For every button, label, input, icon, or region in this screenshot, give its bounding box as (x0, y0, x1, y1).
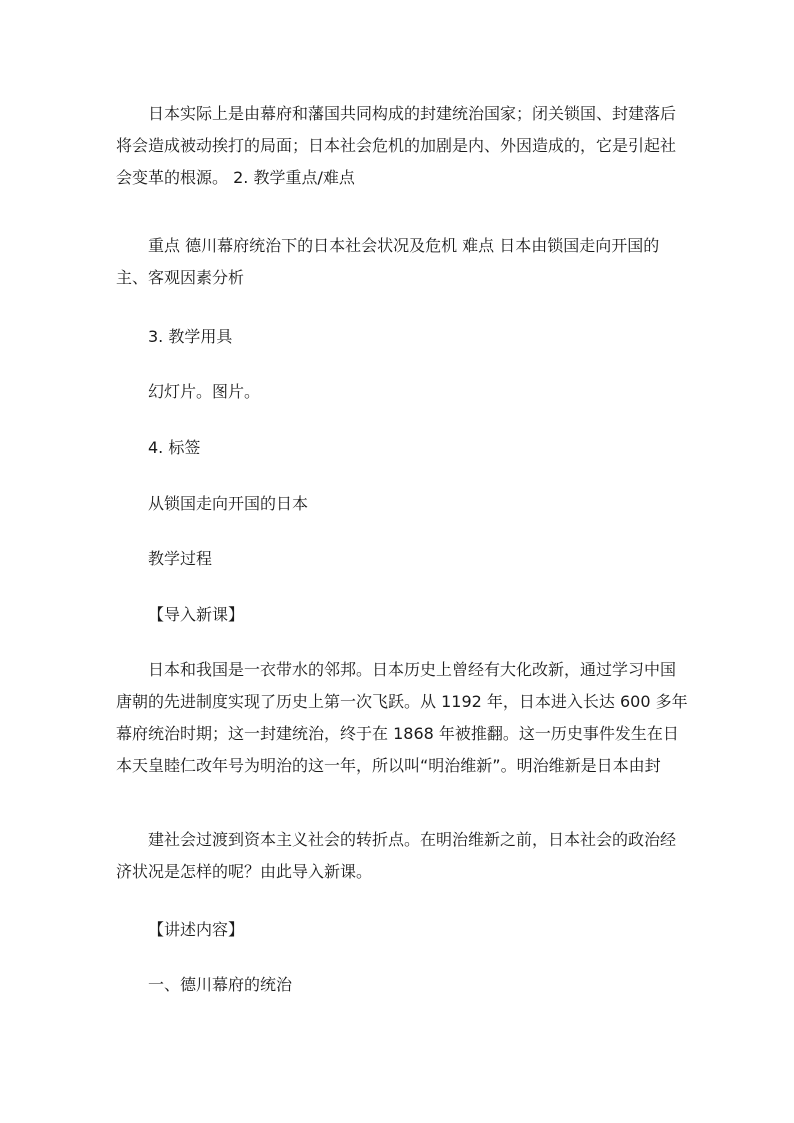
tags-text: 从锁国走向开国的日本 (148, 494, 309, 513)
paragraph-summary (116, 98, 678, 194)
paragraph-key-points (116, 230, 678, 294)
teaching-process-title: 教学过程 (148, 549, 213, 568)
paragraph-line: 将会造成被动挨打的局面；日本社会危机的加剧是内、外因造成的，它是引起社 (116, 136, 677, 155)
paragraph-line: 幕府统治时期；这一封建统治，终于在 1868 年被推翻。这一历史事件发生在日 (116, 724, 679, 743)
heading-teaching-tools: 3. 教学用具 (148, 327, 233, 346)
paragraph-line: 济状况是怎样的呢？由此导入新课。 (116, 862, 373, 881)
paragraph-line: 日本实际上是由幕府和藩国共同构成的封建统治国家；闭关锁国、封建落后 (148, 104, 677, 123)
section-heading-one: 一、德川幕府的统治 (148, 975, 293, 994)
paragraph-intro (116, 654, 688, 782)
teaching-tools-text: 幻灯片。图片。 (148, 382, 261, 401)
paragraph-transition (116, 824, 678, 888)
paragraph-line: 本天皇睦仁改年号为明治的这一年，所以叫“明治维新”。明治维新是日本由封 (116, 756, 661, 775)
paragraph-line: 唐朝的先进制度实现了历史上第一次飞跃。从 1192 年，日本进入长达 600 多年 (116, 692, 688, 711)
paragraph-line: 重点 德川幕府统治下的日本社会状况及危机 难点 日本由锁国走向开国的 (148, 236, 660, 255)
heading-tags: 4. 标签 (148, 438, 201, 457)
intro-section-title: 【导入新课】 (148, 605, 245, 624)
paragraph-line: 主、客观因素分析 (116, 268, 245, 287)
paragraph-line: 日本和我国是一衣带水的邻邦。日本历史上曾经有大化改新，通过学习中国 (148, 660, 677, 679)
paragraph-line: 会变革的根源。 2. 教学重点/难点 (116, 168, 355, 187)
paragraph-line: 建社会过渡到资本主义社会的转折点。在明治维新之前，日本社会的政治经 (148, 830, 677, 849)
lecture-section-title: 【讲述内容】 (148, 920, 245, 939)
